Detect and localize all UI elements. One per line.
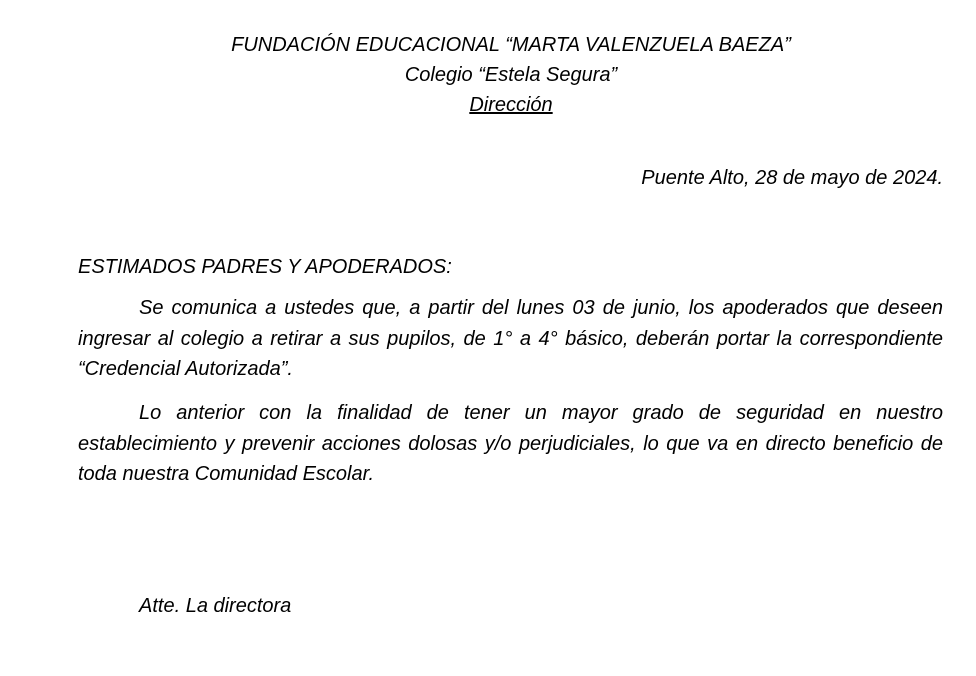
foundation-name: FUNDACIÓN EDUCACIONAL “MARTA VALENZUELA BAEZA”	[231, 34, 791, 56]
date-line: Puente Alto, 28 de mayo de 2024.	[641, 167, 943, 189]
department-name: Dirección	[469, 94, 553, 116]
signature-line: Atte. La directora	[139, 595, 292, 617]
body-paragraph-1: Se comunica a ustedes que, a partir del lunes 03 de junio, los apoderados que deseen ingresar al colegio a retirar a sus pupilos, de 1° a 4° básico, deberán portar la correspondiente “Credencial Autorizada”.	[78, 297, 943, 380]
school-name: Colegio “Estela Segura”	[404, 64, 618, 86]
letterhead	[0, 30, 976, 120]
salutation: ESTIMADOS PADRES Y APODERADOS:	[78, 256, 452, 278]
body-paragraph-2: Lo anterior con la finalidad de tener un mayor grado de seguridad en nuestro establecimiento y prevenir acciones dolosas y/o perjudiciales, lo que va en directo beneficio de toda nuestra Comunidad Escolar.	[78, 402, 943, 485]
